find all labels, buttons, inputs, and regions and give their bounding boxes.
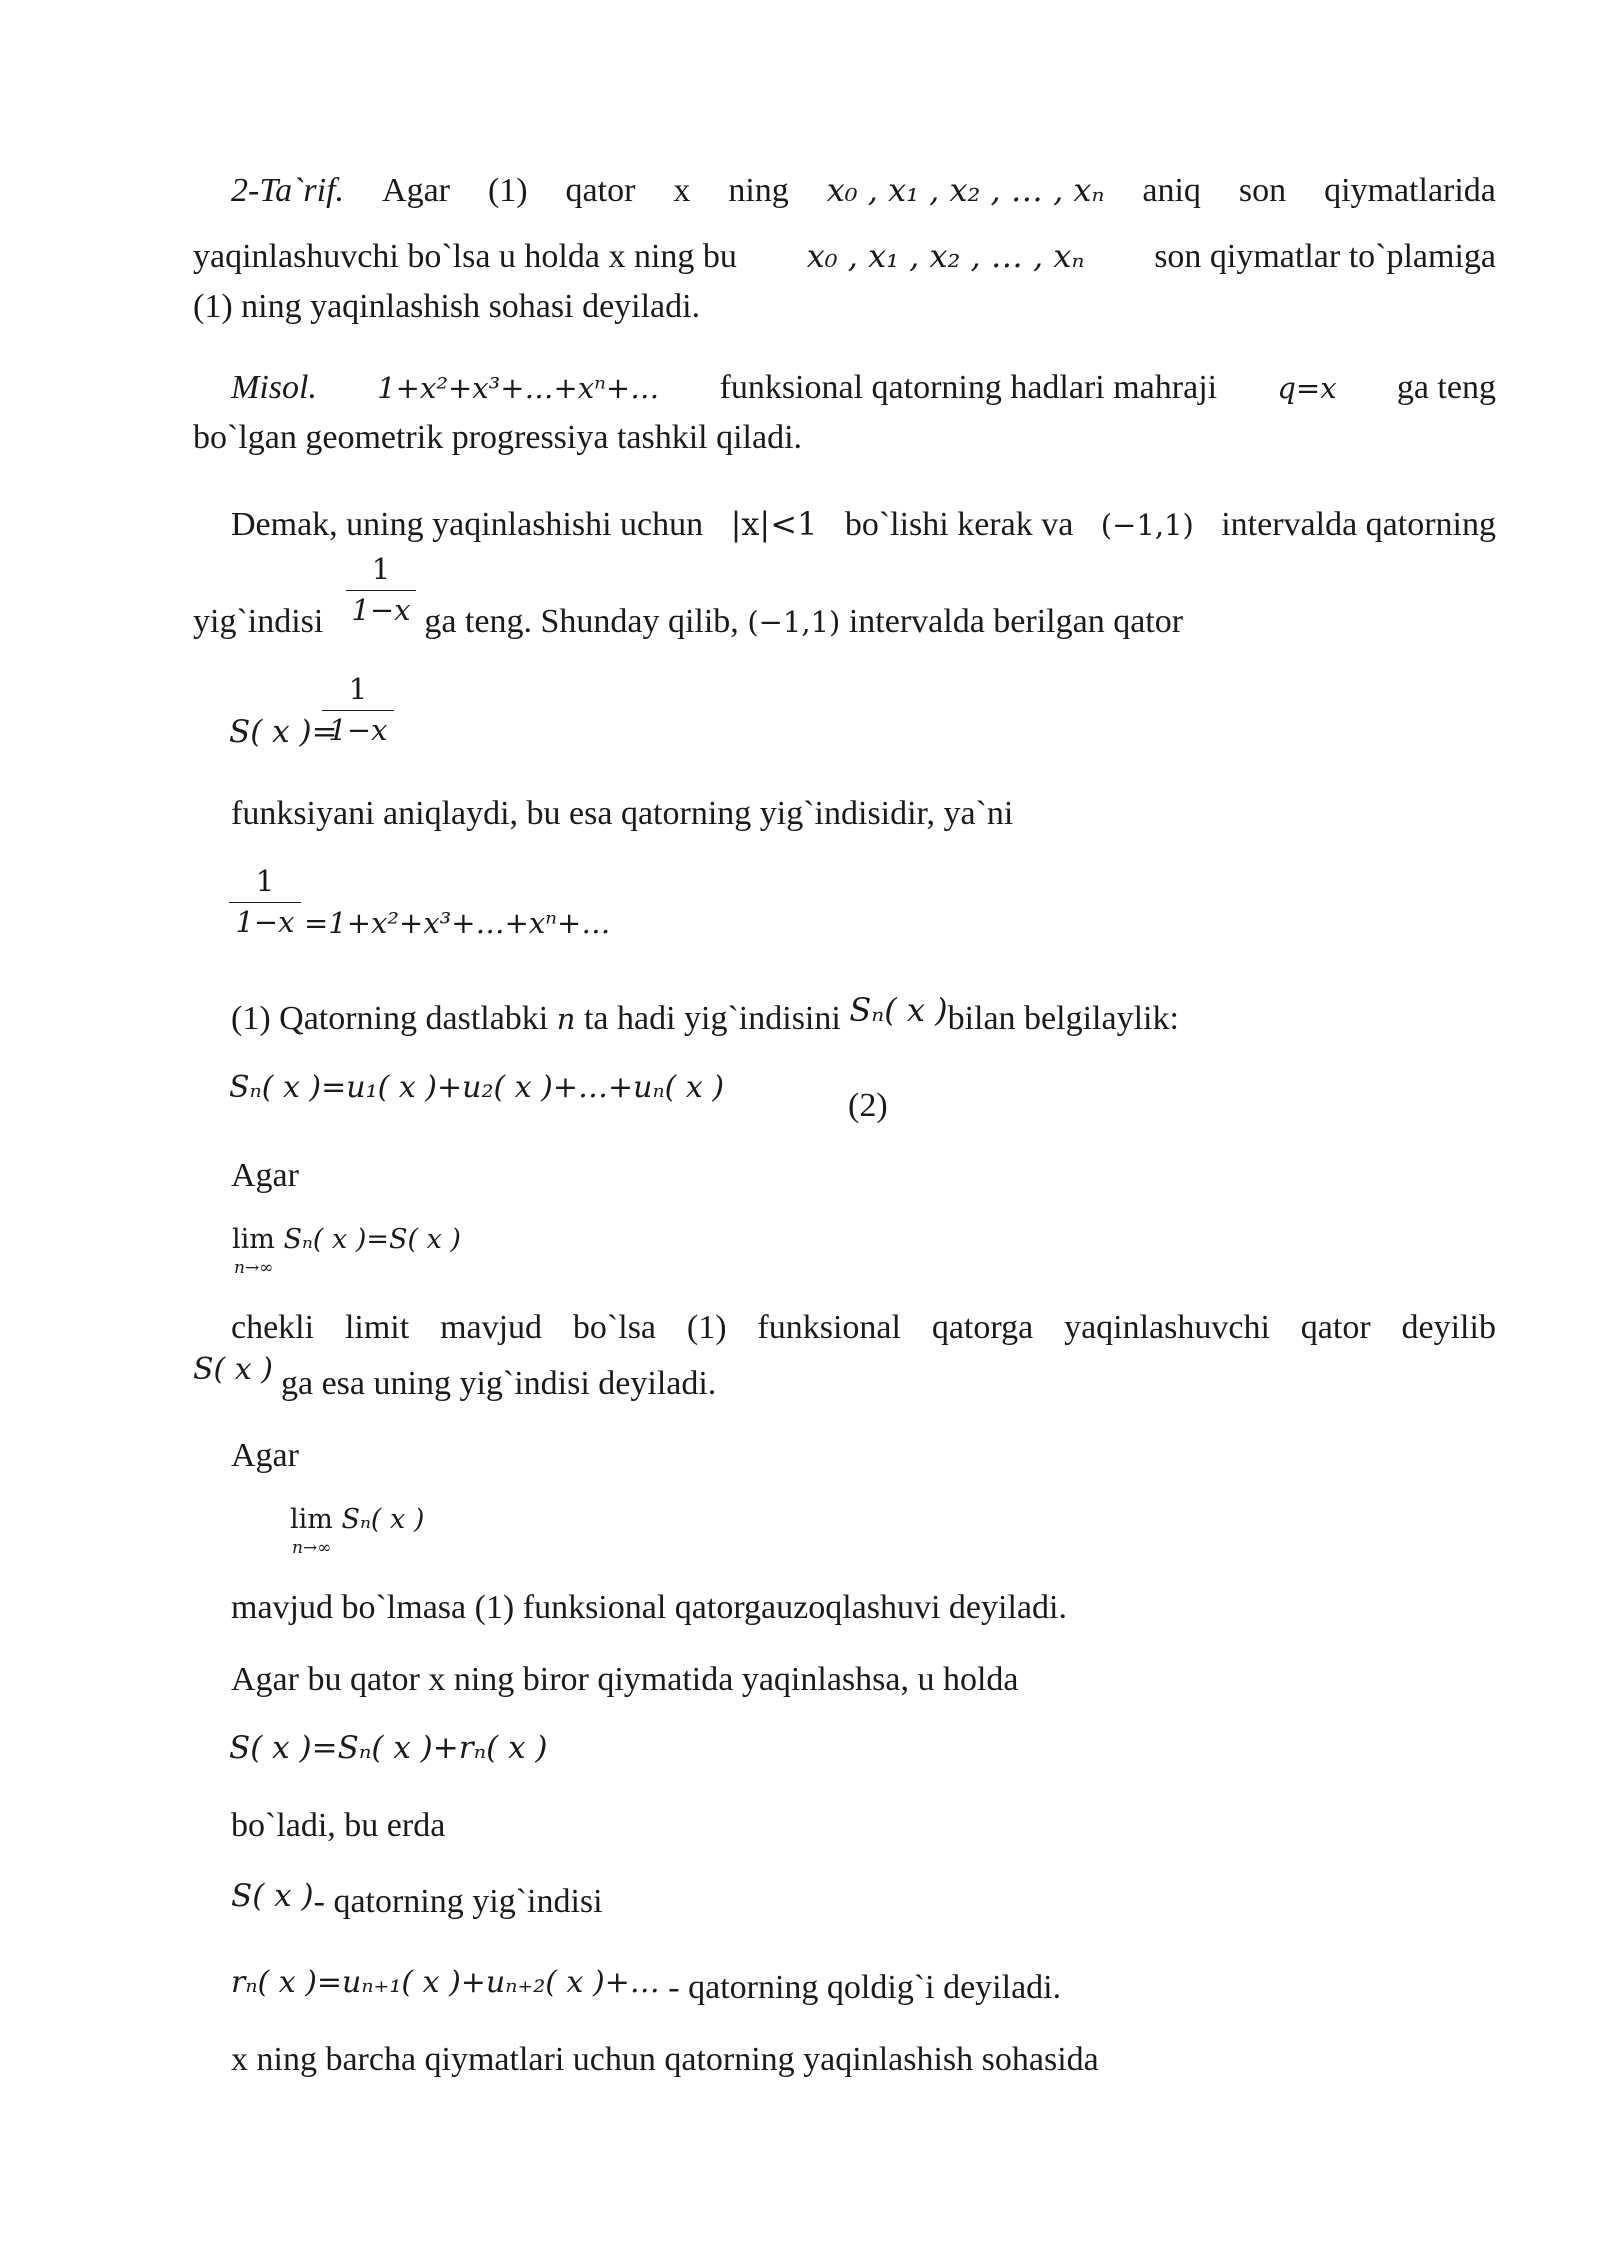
- word: x: [673, 172, 691, 209]
- word: (1): [487, 172, 528, 209]
- word: qatorga: [931, 1309, 1034, 1346]
- text: intervalda qatorning: [1221, 506, 1496, 543]
- funksiyani-line: funksiyani aniqlaydi, bu esa qatorning yig`indisidir, ya`ni: [231, 795, 1014, 832]
- eq3-formula: Sₙ( x )=u₁( x )+u₂( x )+…+uₙ( x ): [229, 1070, 725, 1105]
- last-line: x ning barcha qiymatlari uchun qatorning yaqinlashish sohasida: [231, 2041, 1099, 2078]
- eq6-formula: S( x )=Sₙ( x )+rₙ( x ): [229, 1730, 548, 1766]
- remainder-formula: rₙ( x )=uₙ₊₁( x )+uₙ₊₂( x )+…: [231, 1965, 660, 2000]
- interval-formula: (−1,1): [1100, 508, 1194, 542]
- series-formula: 1+x²+x³+…+xⁿ+…: [377, 371, 660, 405]
- sum-symbol: S( x ): [193, 1352, 273, 1387]
- partial-sum-line: [231, 991, 1534, 1041]
- remainder-line: [231, 1966, 1534, 2011]
- lim-word: lim: [232, 1224, 275, 1255]
- lim-word: lim: [290, 1504, 333, 1535]
- boladi-line: bo`ladi, bu erda: [231, 1807, 446, 1844]
- agar-1: Agar: [231, 1157, 299, 1194]
- text: - qatorning yig`indisi: [313, 1883, 603, 1920]
- example-label: Misol.: [231, 369, 317, 406]
- chekli-line-1: [231, 1306, 1496, 1350]
- text: son qiymatlar to`plamiga: [1154, 238, 1496, 275]
- example-line-1: [231, 366, 1496, 410]
- eq2-rhs: =1+x²+x³+…+xⁿ+…: [304, 906, 611, 940]
- word: bo`lsa: [572, 1309, 657, 1346]
- word: qator: [565, 172, 636, 209]
- text: ta hadi yig`indisini: [583, 1000, 841, 1037]
- lim-subscript: n→∞: [292, 1538, 332, 1558]
- text: yig`indisi: [193, 603, 324, 640]
- example-line-2: bo`lgan geometrik progressiya tashkil qiladi.: [193, 419, 803, 456]
- text: ga teng. Shunday qilib,: [424, 603, 739, 640]
- word: funksional: [757, 1309, 901, 1346]
- definition-label: 2-Ta`rif.: [231, 172, 345, 209]
- text: yaqinlashuvchi bo`lsa u holda x ning bu: [193, 238, 737, 275]
- definition-line-3: (1) ning yaqinlashish sohasi deyiladi.: [193, 288, 701, 325]
- sum-symbol-2: S( x ): [231, 1878, 314, 1914]
- eq4-limit: [232, 1224, 461, 1278]
- definition-line-1: [231, 168, 1496, 213]
- fraction-numerator: 1: [348, 672, 368, 706]
- word: mavjud: [440, 1309, 543, 1346]
- sum-fraction: [346, 552, 416, 627]
- word: aniq: [1142, 172, 1201, 209]
- lim-subscript: n→∞: [234, 1258, 274, 1278]
- word: deyilib: [1401, 1309, 1496, 1346]
- divergence-line: mavjud bo`lmasa (1) funksional qatorgauzoqlashuvi deyiladi.: [231, 1589, 1067, 1626]
- text: funksional qatorning hadlari mahraji: [719, 369, 1218, 406]
- eq2-fraction: [229, 864, 301, 939]
- fraction-denominator: 1−x: [235, 905, 295, 939]
- definition-line-2: [193, 234, 1496, 279]
- eq5-limit: [290, 1504, 425, 1558]
- word: qator: [1300, 1309, 1371, 1346]
- interval-formula-2: (−1,1): [747, 605, 841, 639]
- word: qiymatlarida: [1324, 172, 1496, 209]
- equation-number: (2): [848, 1087, 888, 1124]
- word: limit: [344, 1309, 410, 1346]
- text: intervalda berilgan qator: [848, 603, 1184, 640]
- text: Demak, uning yaqinlashishi uchun: [231, 506, 704, 543]
- text: bo`lishi kerak va: [844, 506, 1074, 543]
- word: yaqinlashuvchi: [1064, 1309, 1270, 1346]
- fraction-numerator: 1: [255, 864, 275, 898]
- chekli-line-2: ga esa uning yig`indisi deyiladi.: [281, 1365, 717, 1402]
- sum-definition-line: [231, 1880, 1534, 1924]
- condition-formula: |x|<1: [730, 505, 818, 543]
- eq4-formula: Sₙ( x )=S( x ): [283, 1224, 461, 1255]
- eq1-lhs: S( x )=: [229, 714, 338, 750]
- fraction-denominator: 1−x: [351, 593, 411, 627]
- word: ning: [728, 172, 789, 209]
- sequence-formula-2: x₀ , x₁ , x₂ , … , xₙ: [806, 237, 1085, 275]
- agar-2: Agar: [231, 1437, 299, 1474]
- n-symbol: n: [556, 1002, 576, 1036]
- text: (1) Qatorning dastlabki: [231, 1000, 549, 1037]
- text: bilan belgilaylik:: [947, 1000, 1179, 1037]
- sequence-formula: x₀ , x₁ , x₂ , … , xₙ: [826, 171, 1105, 209]
- eq5-formula: Sₙ( x ): [341, 1504, 425, 1535]
- eq1-fraction: [322, 672, 394, 747]
- fraction-denominator: 1−x: [328, 713, 388, 747]
- fraction-numerator: 1: [371, 552, 391, 586]
- text: - qatorning qoldig`i deyiladi.: [668, 1969, 1062, 2006]
- demak-line-1: [231, 502, 1496, 547]
- word: (1): [686, 1309, 727, 1346]
- word: chekli: [231, 1309, 315, 1346]
- agar-bu-line: Agar bu qator x ning biror qiymatida yaqinlashsa, u holda: [231, 1661, 1019, 1698]
- text: ga teng: [1396, 369, 1496, 406]
- ratio-formula: q=x: [1277, 371, 1337, 405]
- partial-sum-symbol: Sₙ( x ): [849, 991, 948, 1029]
- word: son: [1238, 172, 1287, 209]
- word: Agar: [382, 172, 450, 209]
